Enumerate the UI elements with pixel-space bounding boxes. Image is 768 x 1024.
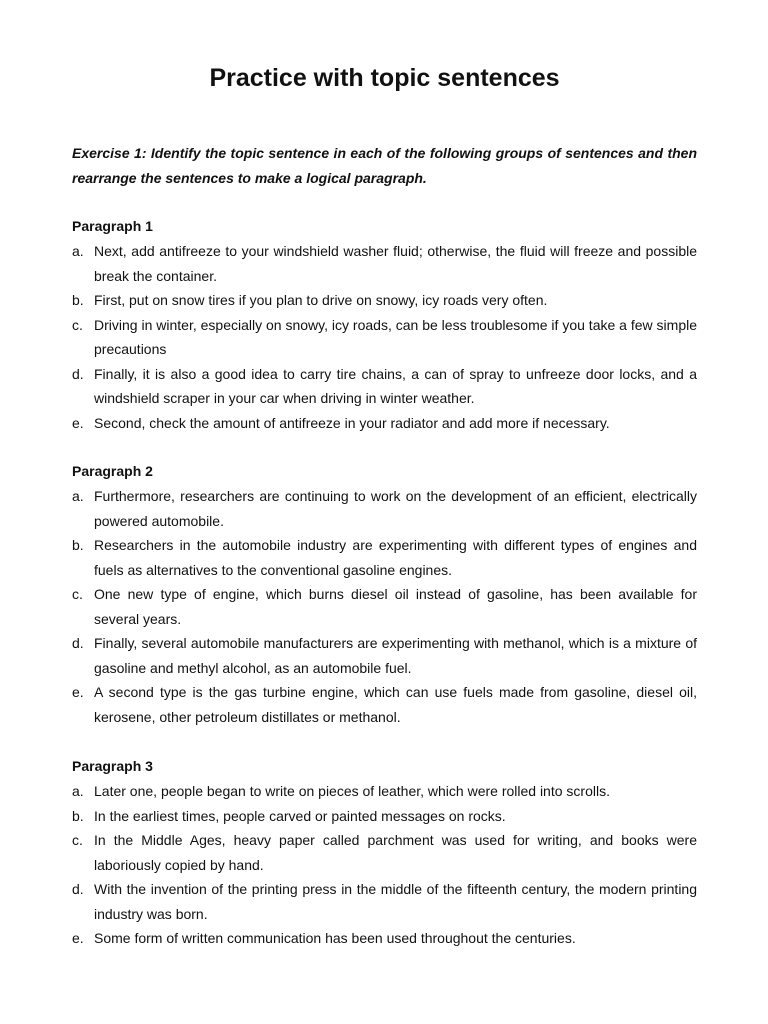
paragraph-section-2 [72, 459, 697, 729]
sentence-item [72, 484, 697, 533]
item-letter: b. [72, 292, 84, 308]
sentence-item [72, 779, 697, 804]
sentence-item [72, 288, 697, 313]
item-text: Finally, several automobile manufacturers are experimenting with methanol, which is a mixture of gasoline and methyl alcohol, as an automobile fuel. [94, 635, 697, 676]
item-letter: e. [72, 414, 84, 431]
item-text: A second type is the gas turbine engine, which can use fuels made from gasoline, diesel oil, kerosene, other petroleum distillates or methanol. [94, 684, 697, 725]
sentence-item [72, 877, 697, 926]
sentence-item [72, 828, 697, 877]
item-letter: e. [72, 930, 84, 946]
item-text: First, put on snow tires if you plan to drive on snowy, icy roads very often. [94, 292, 548, 308]
item-letter: d. [72, 365, 84, 382]
item-text: In the earliest times, people carved or painted messages on rocks. [94, 807, 506, 824]
sentence-item [72, 411, 697, 436]
sentence-item [72, 533, 697, 582]
item-text: Later one, people began to write on pieces of leather, which were rolled into scrolls. [94, 783, 610, 799]
sentence-item [72, 631, 697, 680]
sentence-item [72, 926, 697, 951]
sentence-item [72, 680, 697, 729]
page-title: Practice with topic sentences [209, 64, 560, 92]
item-letter: b. [72, 807, 84, 824]
item-text: Furthermore, researchers are continuing to work on the development of an efficient, electrically powered automobile. [94, 488, 697, 529]
item-letter: e. [72, 684, 84, 700]
item-text: Second, check the amount of antifreeze in your radiator and add more if necessary. [94, 414, 610, 431]
item-letter: c. [72, 316, 83, 333]
sentence-item [72, 239, 697, 288]
sentence-item [72, 362, 697, 411]
item-letter: d. [72, 635, 84, 651]
sentence-list [72, 239, 697, 435]
paragraph-section-1 [72, 214, 697, 435]
item-text: In the Middle Ages, heavy paper called parchment was used for writing, and books were laboriously copied by hand. [94, 832, 697, 873]
sentence-item [72, 313, 697, 362]
item-text: Driving in winter, especially on snowy, icy roads, can be less troublesome if you take a few simple precautions [94, 316, 697, 357]
exercise-instructions: Exercise 1: Identify the topic sentence in each of the following groups of sentences and then rearrange the sentences to make a logical paragraph. [72, 145, 697, 186]
paragraph-heading: Paragraph 3 [72, 758, 153, 774]
item-letter: d. [72, 881, 84, 897]
item-text: Finally, it is also a good idea to carry tire chains, a can of spray to unfreeze door locks, and a windshield scraper in your car when driving in winter weather. [94, 365, 697, 406]
sentence-list [72, 484, 697, 729]
paragraph-heading: Paragraph 2 [72, 463, 153, 479]
sentence-item [72, 582, 697, 631]
item-text: One new type of engine, which burns diesel oil instead of gasoline, has been available for several years. [94, 586, 697, 627]
item-letter: a. [72, 243, 84, 259]
item-letter: a. [72, 488, 84, 504]
item-letter: a. [72, 783, 84, 799]
sentence-list [72, 779, 697, 951]
item-letter: c. [72, 586, 83, 602]
item-text: Some form of written communication has been used throughout the centuries. [94, 930, 576, 946]
sentence-item [72, 804, 697, 829]
item-text: Researchers in the automobile industry are experimenting with different types of engines and fuels as alternatives to the conventional gasoline engines. [94, 537, 697, 578]
item-letter: c. [72, 832, 83, 848]
item-letter: b. [72, 537, 84, 553]
item-text: With the invention of the printing press in the middle of the fifteenth century, the modern printing industry was born. [94, 881, 697, 922]
paragraph-heading: Paragraph 1 [72, 218, 153, 234]
item-text: Next, add antifreeze to your windshield washer fluid; otherwise, the fluid will freeze and possible break the container. [94, 243, 697, 284]
paragraph-section-3 [72, 754, 697, 951]
